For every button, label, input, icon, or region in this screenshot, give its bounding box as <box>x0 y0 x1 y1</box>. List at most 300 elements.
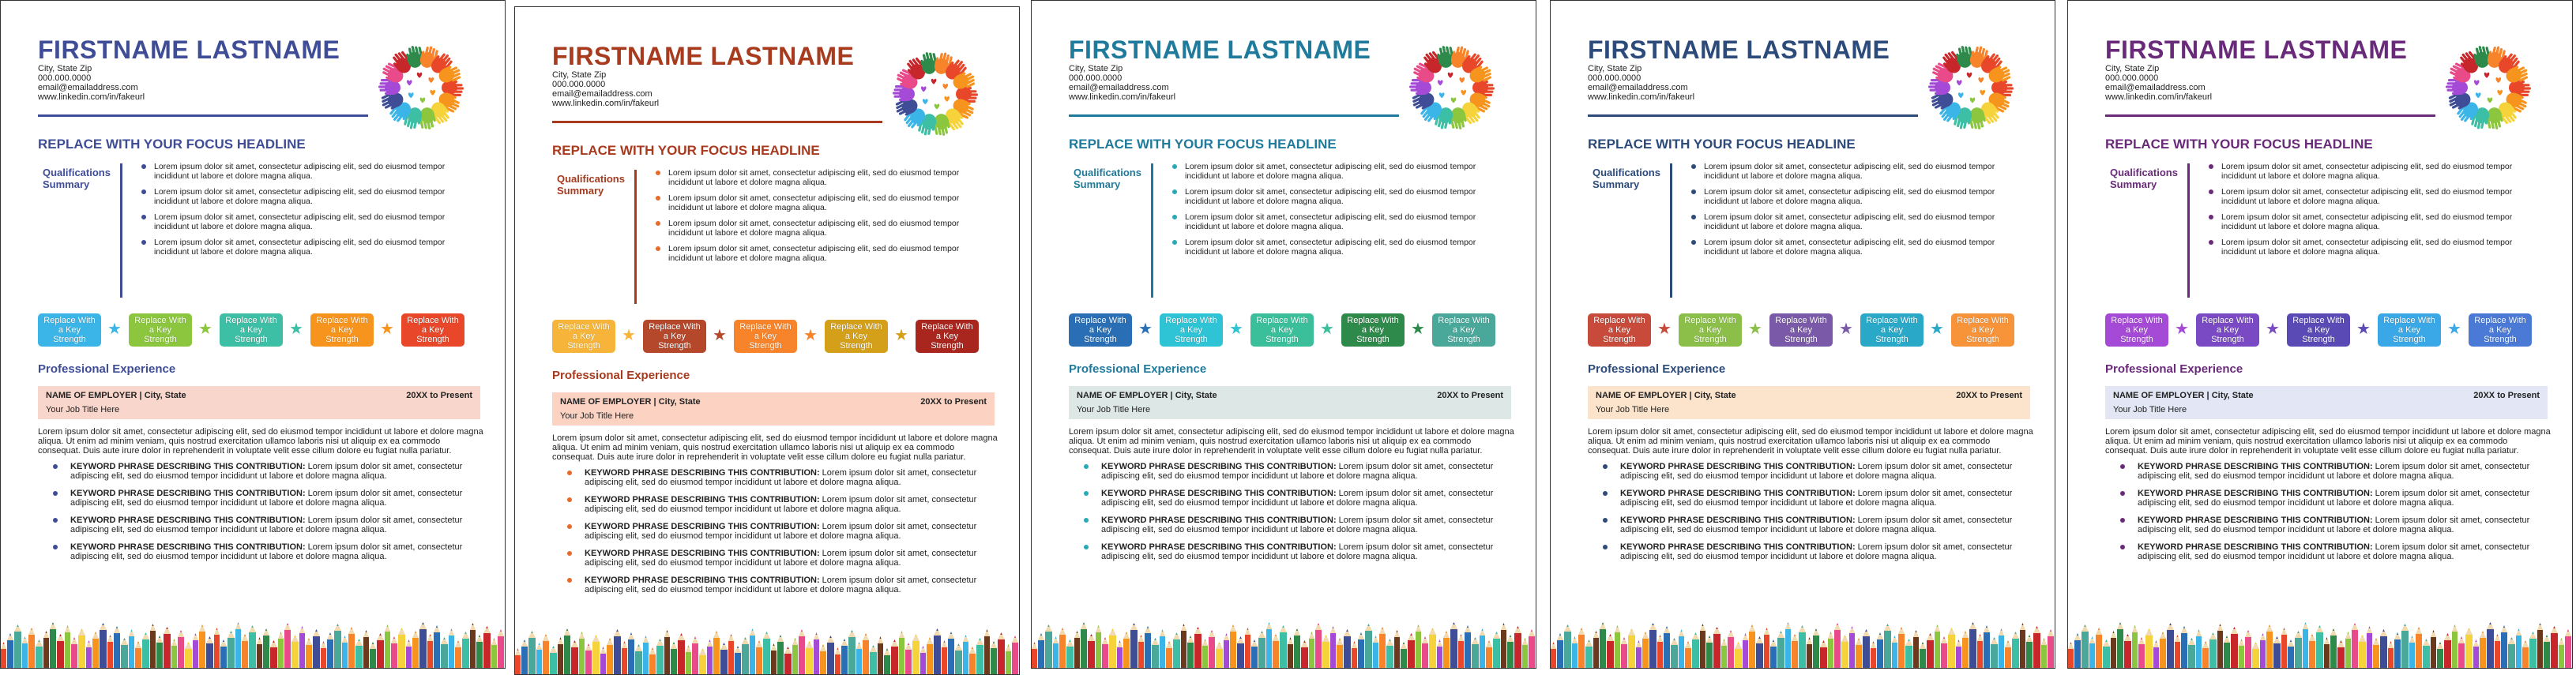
resume-page <box>0 0 506 669</box>
pencil-body <box>398 635 405 668</box>
heart-mark <box>1451 97 1457 103</box>
pencil-body <box>1408 640 1415 668</box>
pencil-lead <box>2368 626 2370 628</box>
pencil-lead <box>588 643 589 646</box>
colored-pencils-border <box>515 619 1019 674</box>
key-strength-label: Replace With a Key Strength <box>407 316 459 344</box>
bullet-dot-icon <box>1603 491 1608 496</box>
pencil-body <box>1237 643 1244 668</box>
key-strength-box <box>401 313 464 347</box>
bullet-dot-icon <box>567 578 572 583</box>
heart-mark <box>935 103 940 109</box>
resume-page <box>1550 0 2055 669</box>
pencil-lead <box>2432 630 2434 632</box>
contribution-item <box>1603 462 2029 481</box>
pencil-lead <box>1915 630 1916 632</box>
pencil-lead <box>2198 629 2199 632</box>
pencil-lead <box>1403 642 1405 644</box>
pencil-lead <box>2262 633 2263 636</box>
key-strength-box <box>1951 313 2014 347</box>
pencil-lead <box>1126 632 1127 634</box>
focus-headline: REPLACE WITH YOUR FOCUS HEADLINE <box>1069 137 1337 152</box>
pencil-lead <box>500 629 502 632</box>
focus-headline: REPLACE WITH YOUR FOCUS HEADLINE <box>2105 137 2373 152</box>
pencil-body <box>1905 646 1912 668</box>
pencil-lead <box>794 638 795 640</box>
pencil-lead <box>1552 642 1554 644</box>
pencil-lead <box>393 636 395 639</box>
pencil-body <box>1352 648 1357 668</box>
contribution-keyword: KEYWORD PHRASE DESCRIBING THIS CONTRIBUTION: <box>1101 516 1337 525</box>
heart-mark <box>921 86 927 92</box>
contribution-keyword: KEYWORD PHRASE DESCRIBING THIS CONTRIBUTION: <box>585 576 820 585</box>
contribution-text: Lorem ipsum dolor sit amet, consectetur adipiscing elit, sed do eiusmod tempor incididunt ut labore et dolore magna aliqua. <box>585 522 977 541</box>
colored-pencils-border <box>1032 613 1536 668</box>
qualification-item <box>648 219 995 238</box>
pencil-body <box>2295 638 2302 668</box>
handprint-wreath-logo <box>1918 36 2024 140</box>
bullet-dot-icon <box>2120 518 2125 523</box>
pencil-body <box>1636 647 1641 668</box>
employment-dates: 20XX to Present <box>1956 391 2022 400</box>
pencil-body <box>2111 638 2116 668</box>
pencil-lead <box>365 630 367 632</box>
pencil-lead <box>1097 625 1099 628</box>
qualifications-divider <box>2187 163 2190 298</box>
key-strength-label: Replace With a Key Strength <box>225 316 277 344</box>
qualification-text: Lorem ipsum dolor sit amet, consectetur adipiscing elit, sed do eiusmod tempor incididunt ut labore et dolore magna aliqua. <box>2221 162 2513 181</box>
resume-page <box>2067 0 2573 669</box>
pencil-lead <box>2404 624 2406 626</box>
pencil-lead <box>2021 623 2023 625</box>
pencil-body <box>1572 643 1578 668</box>
pencil-body <box>278 639 284 668</box>
key-strength-label: Replace With a Key Strength <box>1438 316 1490 344</box>
pencil-body <box>1416 632 1421 668</box>
pencil-lead <box>2050 629 2051 632</box>
pencil-body <box>50 629 56 668</box>
pencil-body <box>742 644 749 674</box>
pencil-body <box>2041 645 2047 668</box>
pencil-lead <box>2318 625 2321 628</box>
pencil-body <box>1749 632 1755 668</box>
job-summary: Lorem ipsum dolor sit amet, consectetur adipiscing elit, sed do eiusmod tempor incididunt ut labore et dolore magna aliqua. Ut enim ad minim veniam, quis nostrud exercitation ullamco laboris nisi ut aliquip ex ea commodo consequat. Duis aute irure dolor in reprehenderit in voluptate velit esse cillum dolore eu fugiat nulla pariatur. <box>1588 427 2033 456</box>
pencil-lead <box>993 641 995 643</box>
key-strength-box <box>220 313 283 347</box>
pencil-body <box>784 654 792 674</box>
pencil-body <box>434 632 440 668</box>
key-strength-label: Replace With a Key Strength <box>1957 316 2009 344</box>
pencil-body <box>242 641 248 668</box>
pencil-lead <box>666 630 668 632</box>
qualifications-summary-label <box>1074 167 1149 190</box>
qualification-item <box>2201 238 2548 257</box>
pencil-lead <box>2290 639 2292 642</box>
professional-experience-heading: Professional Experience <box>1588 362 1726 376</box>
contribution-text: Lorem ipsum dolor sit amet, consectetur adipiscing elit, sed do eiusmod tempor incididunt ut labore et dolore magna aliqua. <box>585 549 977 568</box>
pencil-body <box>263 636 269 668</box>
pencil-body <box>2081 632 2089 668</box>
key-strengths-row <box>2105 313 2548 348</box>
pencil-body <box>2281 635 2287 668</box>
pencil-lead <box>566 628 568 631</box>
pencil-body <box>528 638 536 674</box>
qualification-text: Lorem ipsum dolor sit amet, consectetur adipiscing elit, sed do eiusmod tempor incididunt ut labore et dolore magna aliqua. <box>668 168 960 187</box>
bullet-dot-icon <box>2120 545 2125 549</box>
pencil-body <box>678 640 685 674</box>
bullet-dot-icon <box>2120 491 2125 496</box>
key-strengths-row <box>38 313 480 348</box>
pencil-body <box>129 636 134 668</box>
qualification-item <box>2201 162 2548 181</box>
pencil-body <box>419 629 427 668</box>
pencil-body <box>1006 651 1011 674</box>
pencil-body <box>998 639 1005 674</box>
pencil-lead <box>1730 630 1732 632</box>
star-icon: ★ <box>380 321 394 338</box>
pencil-body <box>827 643 834 674</box>
pencil-lead <box>415 631 416 633</box>
pencil-lead <box>1993 637 1995 639</box>
job-title: Your Job Title Here <box>1596 405 1670 414</box>
contact-line: City, State Zip <box>1588 64 1642 73</box>
employment-dates: 20XX to Present <box>406 391 472 400</box>
pencil-lead <box>2510 637 2513 639</box>
pencil-lead <box>1438 639 1440 642</box>
pencil-lead <box>2141 637 2142 639</box>
bullet-dot-icon <box>1172 189 1177 194</box>
pencil-lead <box>865 633 867 636</box>
job-summary: Lorem ipsum dolor sit amet, consectetur adipiscing elit, sed do eiusmod tempor incididunt ut labore et dolore magna aliqua. Ut enim ad minim veniam, quis nostrud exercitation ullamco laboris nisi ut aliquip ex ea commodo consequat. Duis aute irure dolor in reprehenderit in voluptate velit esse cillum dolore eu fugiat nulla pariatur. <box>552 433 998 462</box>
pencil-body <box>735 653 741 674</box>
pencil-body <box>643 643 649 674</box>
bullet-dot-icon <box>1084 545 1089 549</box>
pencil-body <box>2380 636 2387 668</box>
star-icon: ★ <box>1411 321 1425 338</box>
pencil-lead <box>1474 637 1476 639</box>
pencil-lead <box>2454 624 2455 627</box>
pencil-body <box>2480 638 2486 668</box>
star-icon: ★ <box>894 327 908 344</box>
pencil-lead <box>2014 632 2017 634</box>
key-strength-box <box>2378 313 2441 347</box>
contribution-keyword: KEYWORD PHRASE DESCRIBING THIS CONTRIBUTION: <box>70 462 306 471</box>
key-strength-label: Replace With a Key Strength <box>2474 316 2526 344</box>
pencil-body <box>1551 649 1556 668</box>
contact-line: City, State Zip <box>552 70 607 80</box>
pencil-lead <box>457 640 459 643</box>
pencil-body <box>1657 642 1663 668</box>
pencil-body <box>820 651 826 674</box>
pencil-body <box>2423 646 2430 668</box>
pencil-body <box>92 639 99 668</box>
pencil-body <box>1322 642 1329 668</box>
pencil-body <box>2089 643 2095 668</box>
pencil-body <box>71 644 77 668</box>
pencil-body <box>7 640 13 668</box>
pencil-lead <box>730 634 731 636</box>
pencil-body <box>355 646 363 668</box>
pencil-lead <box>2134 625 2135 628</box>
contact-line: City, State Zip <box>1069 64 1123 73</box>
pencil-body <box>955 651 962 674</box>
key-strength-label: Replace With a Key Strength <box>316 316 368 344</box>
qualifications-divider <box>120 163 122 298</box>
pencil-body <box>2145 636 2153 668</box>
pencil-lead <box>201 624 203 627</box>
pencil-body <box>2138 644 2145 668</box>
pencil-lead <box>116 626 118 628</box>
pencil-body <box>249 632 256 668</box>
pencil-body <box>1585 647 1593 668</box>
qualification-item <box>648 193 995 212</box>
employer-bar <box>552 392 995 426</box>
qualifications-label-line: Qualifications <box>2110 167 2178 178</box>
key-strength-label: Replace With a Key Strength <box>1775 316 1827 344</box>
qualification-item <box>648 168 995 187</box>
pencil-body <box>1607 641 1614 668</box>
star-icon: ★ <box>1229 321 1243 338</box>
pencil-body <box>57 641 64 668</box>
pencil-lead <box>765 632 768 634</box>
pencil-lead <box>1000 632 1002 635</box>
pencil-lead <box>851 630 853 632</box>
contribution-item <box>53 542 479 561</box>
pencil-lead <box>1232 624 1234 627</box>
pencil-lead <box>1581 628 1582 630</box>
professional-experience-heading: Professional Experience <box>1069 362 1207 376</box>
star-icon: ★ <box>2447 321 2461 338</box>
bullet-dot-icon <box>567 471 572 475</box>
contact-line: email@emailaddress.com <box>552 89 652 99</box>
pencil-body <box>348 634 355 668</box>
pencil-body <box>692 643 698 674</box>
pencil-lead <box>2297 631 2300 633</box>
pencil-lead <box>1737 642 1739 644</box>
pencil-lead <box>1723 639 1724 641</box>
contribution-text: Lorem ipsum dolor sit amet, consectetur adipiscing elit, sed do eiusmod tempor incididunt ut labore et dolore magna aliqua. <box>1620 516 2013 534</box>
focus-headline: REPLACE WITH YOUR FOCUS HEADLINE <box>1588 137 1856 152</box>
pencil-body <box>579 639 585 674</box>
focus-headline: REPLACE WITH YOUR FOCUS HEADLINE <box>552 143 820 158</box>
pencil-lead <box>1374 636 1376 638</box>
pencil-body <box>78 636 85 668</box>
bullet-dot-icon <box>656 196 660 201</box>
pencil-body <box>1628 636 1635 668</box>
pencil-lead <box>1360 632 1362 635</box>
contact-line: City, State Zip <box>2105 64 2160 73</box>
qualifications-list <box>1683 162 2031 263</box>
pencil-body <box>2537 630 2543 668</box>
key-strengths-row <box>1069 313 1511 348</box>
pencil-lead <box>17 624 19 627</box>
header-rule <box>1069 114 1399 117</box>
key-strength-label: Replace With a Key Strength <box>1256 316 1308 344</box>
bullet-dot-icon <box>2209 189 2213 194</box>
heart-mark <box>1967 73 1972 78</box>
qualification-item <box>1683 162 2031 181</box>
pencil-body <box>2012 639 2019 668</box>
pencil-lead <box>609 638 611 640</box>
heart-mark <box>1448 73 1453 78</box>
pencil-lead <box>1396 630 1397 632</box>
key-strength-box <box>1250 313 1314 347</box>
bullet-dot-icon <box>53 518 58 523</box>
pencil-body <box>2303 629 2308 668</box>
employer-bar <box>1069 386 1511 419</box>
pencil-body <box>2074 640 2081 668</box>
pencil-body <box>1209 637 1215 668</box>
key-strength-box <box>38 313 101 347</box>
qualification-item <box>1164 162 1512 181</box>
pencil-lead <box>929 637 931 639</box>
pencil-lead <box>1879 632 1881 635</box>
pencil-body <box>905 650 912 674</box>
contribution-keyword: KEYWORD PHRASE DESCRIBING THIS CONTRIBUTION: <box>585 468 820 478</box>
pencil-lead <box>223 639 224 642</box>
pencil-lead <box>844 639 845 641</box>
pencil-body <box>43 638 49 668</box>
pencil-lead <box>2212 632 2214 635</box>
job-summary: Lorem ipsum dolor sit amet, consectetur adipiscing elit, sed do eiusmod tempor incididunt ut labore et dolore magna aliqua. Ut enim ad minim veniam, quis nostrud exercitation ullamco laboris nisi ut aliquip ex ea commodo consequat. Duis aute irure dolor in reprehenderit in voluptate velit esse cillum dolore eu fugiat nulla pariatur. <box>1069 427 1514 456</box>
pencil-body <box>2167 630 2174 668</box>
pencil-body <box>1422 643 1428 668</box>
heart-mark <box>942 84 948 89</box>
pencil-body <box>1081 629 1087 668</box>
qualification-text: Lorem ipsum dolor sit amet, consectetur adipiscing elit, sed do eiusmod tempor incididunt ut labore et dolore magna aliqua. <box>1185 187 1476 206</box>
pencil-lead <box>1744 633 1746 636</box>
pencil-body <box>671 649 677 674</box>
pencil-body <box>1834 630 1841 668</box>
pencil-body <box>2202 648 2209 668</box>
pencil-lead <box>322 641 324 643</box>
pencil-body <box>863 640 869 674</box>
pencil-lead <box>2333 628 2334 631</box>
pencil-body <box>912 641 919 674</box>
pencil-lead <box>24 636 25 639</box>
pencil-lead <box>1972 622 1974 624</box>
pencil-lead <box>2219 624 2221 626</box>
pencil-body <box>2409 643 2415 668</box>
qualifications-list <box>2201 162 2548 263</box>
pencil-lead <box>1410 633 1412 636</box>
bullet-dot-icon <box>1691 240 1696 245</box>
pencil-lead <box>2029 635 2030 637</box>
contribution-keyword: KEYWORD PHRASE DESCRIBING THIS CONTRIBUTION: <box>2138 516 2373 525</box>
pencil-body <box>114 633 120 668</box>
contributions-list <box>1603 462 2029 569</box>
pencil-lead <box>2326 637 2327 639</box>
pencil-lead <box>1773 639 1774 642</box>
pencil-lead <box>386 624 388 627</box>
pencil-body <box>1187 643 1194 668</box>
pencil-body <box>1671 645 1678 668</box>
pencil-body <box>1991 644 1998 668</box>
pencil-body <box>2452 632 2458 668</box>
pencil-lead <box>137 641 139 643</box>
pencil-body <box>1053 643 1059 668</box>
contribution-keyword: KEYWORD PHRASE DESCRIBING THIS CONTRIBUTION: <box>70 516 306 525</box>
employer-name: NAME OF EMPLOYER | City, State <box>1596 391 1736 400</box>
pencil-body <box>1743 640 1748 668</box>
key-strengths-row <box>1588 313 2030 348</box>
job-title: Your Job Title Here <box>46 405 120 414</box>
pencil-lead <box>1204 639 1205 641</box>
candidate-name: FIRSTNAME LASTNAME <box>1069 36 1371 64</box>
pencil-lead <box>2191 638 2193 640</box>
key-strength-label: Replace With a Key Strength <box>558 322 610 351</box>
pencil-lead <box>280 632 281 634</box>
bullet-dot-icon <box>2209 240 2213 245</box>
star-icon: ★ <box>198 321 212 338</box>
qualification-text: Lorem ipsum dolor sit amet, consectetur adipiscing elit, sed do eiusmod tempor incididunt ut labore et dolore magna aliqua. <box>2221 238 2513 257</box>
pencil-body <box>841 646 848 674</box>
resume-header <box>1588 36 2030 130</box>
pencil-lead <box>1609 634 1611 636</box>
pencil-body <box>2196 636 2202 668</box>
star-icon: ★ <box>107 321 122 338</box>
employer-name: NAME OF EMPLOYER | City, State <box>560 397 701 407</box>
pencil-body <box>686 652 691 674</box>
contact-line: 000.000.0000 <box>1588 73 1641 83</box>
pencil-body <box>1692 639 1699 668</box>
pencil-body <box>558 644 563 674</box>
pencil-lead <box>2382 629 2385 632</box>
pencil-lead <box>1417 624 1419 627</box>
handprint-wreath-logo <box>2435 36 2541 140</box>
pencil-body <box>1522 645 1528 668</box>
contact-line: 000.000.0000 <box>38 73 92 83</box>
pencil-body <box>1160 636 1165 668</box>
pencil-lead <box>2183 626 2185 628</box>
heart-mark <box>407 80 412 85</box>
contribution-item <box>53 489 479 508</box>
pencil-body <box>342 643 348 668</box>
qualifications-label-line: Summary <box>2110 178 2157 190</box>
pencil-body <box>2324 644 2330 668</box>
pencil-body <box>1038 640 1044 668</box>
pencil-lead <box>81 628 83 631</box>
pencil-lead <box>1303 640 1306 643</box>
pencil-lead <box>1872 641 1874 643</box>
pencil-lead <box>2354 623 2356 625</box>
employment-dates: 20XX to Present <box>2473 391 2540 400</box>
pencil-lead <box>709 639 710 642</box>
pencil-lead <box>1808 637 1810 639</box>
pencil-lead <box>1751 624 1753 627</box>
pencil-body <box>2345 639 2351 668</box>
pencil-body <box>536 650 542 674</box>
pencil-lead <box>1007 644 1009 647</box>
contributions-list <box>567 468 994 602</box>
pencil-lead <box>787 647 789 649</box>
pencil-lead <box>2482 631 2484 633</box>
pencil-lead <box>173 639 175 641</box>
pencil-body <box>592 642 600 674</box>
pencil-body <box>86 647 92 668</box>
pencil-lead <box>1794 634 1796 636</box>
pencil-body <box>1194 634 1202 668</box>
pencil-body <box>199 632 205 668</box>
pencil-lead <box>1766 628 1767 630</box>
contribution-item <box>1084 542 1510 561</box>
pencil-body <box>1074 638 1080 668</box>
pencil-body <box>1088 641 1095 668</box>
pencil-body <box>1884 631 1891 668</box>
pencil-lead <box>1014 636 1016 638</box>
pencil-body <box>2401 631 2409 668</box>
pencil-lead <box>616 629 619 632</box>
